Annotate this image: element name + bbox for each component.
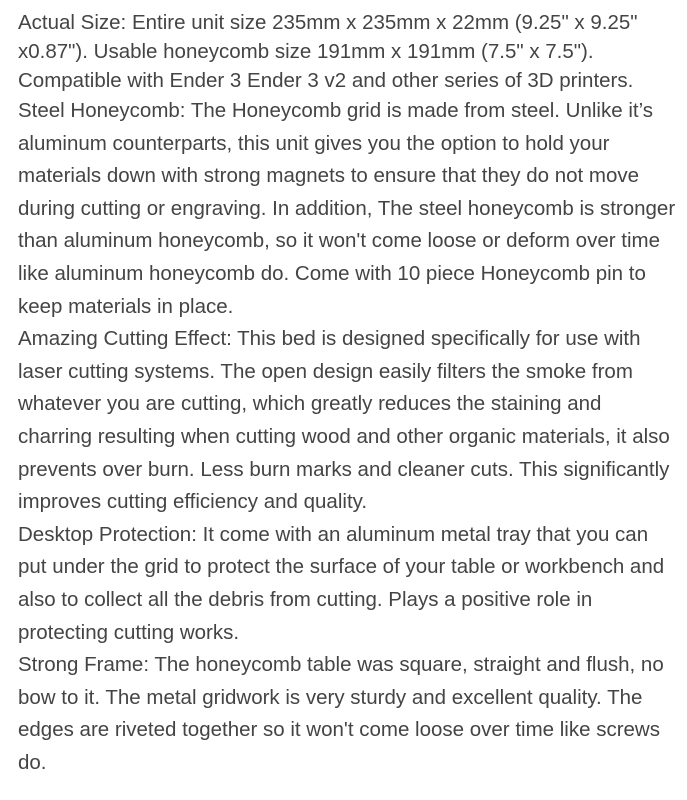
strong-frame-paragraph: Strong Frame: The honeycomb table was square, straight and flush, no bow to it. The metal gridwork is very sturdy and excellent quality. The edges are riveted together so it won't come loose over time like screws do. <box>18 653 664 774</box>
actual-size-paragraph: Actual Size: Entire unit size 235mm x 235mm x 22mm (9.25" x 9.25" x0.87"). Usable honeycomb size 191mm x 191mm (7.5" x 7.5"). <box>18 11 638 63</box>
cutting-effect-paragraph: Amazing Cutting Effect: This bed is designed specifically for use with laser cutting systems. The open design easily filters the smoke from whatever you are cutting, which greatly reduces the staining and charring resulting when cutting wood and other organic materials, it also prevents over burn. Less burn marks and cleaner cuts. This significantly improves cutting efficiency and quality. <box>18 327 670 514</box>
desktop-protection-paragraph: Desktop Protection: It come with an aluminum metal tray that you can put under the grid to protect the surface of your table or workbench and also to collect all the debris from cutting. Plays a positive role in protecting cutting works. <box>18 522 665 644</box>
compatibility-paragraph: Compatible with Ender 3 Ender 3 v2 and other series of 3D printers. <box>18 69 634 92</box>
steel-honeycomb-paragraph: Steel Honeycomb: The Honeycomb grid is made from steel. Unlike it’s aluminum counterparts, this unit gives you the option to hold your materials down with strong magnets to ensure that they do not move during cutting or engraving. In addition, The steel honeycomb is stronger than aluminum honeycomb, so it won't come loose or deform over time like aluminum honeycomb do. Come with 10 piece Honeycomb pin to keep materials in place. <box>18 99 676 318</box>
